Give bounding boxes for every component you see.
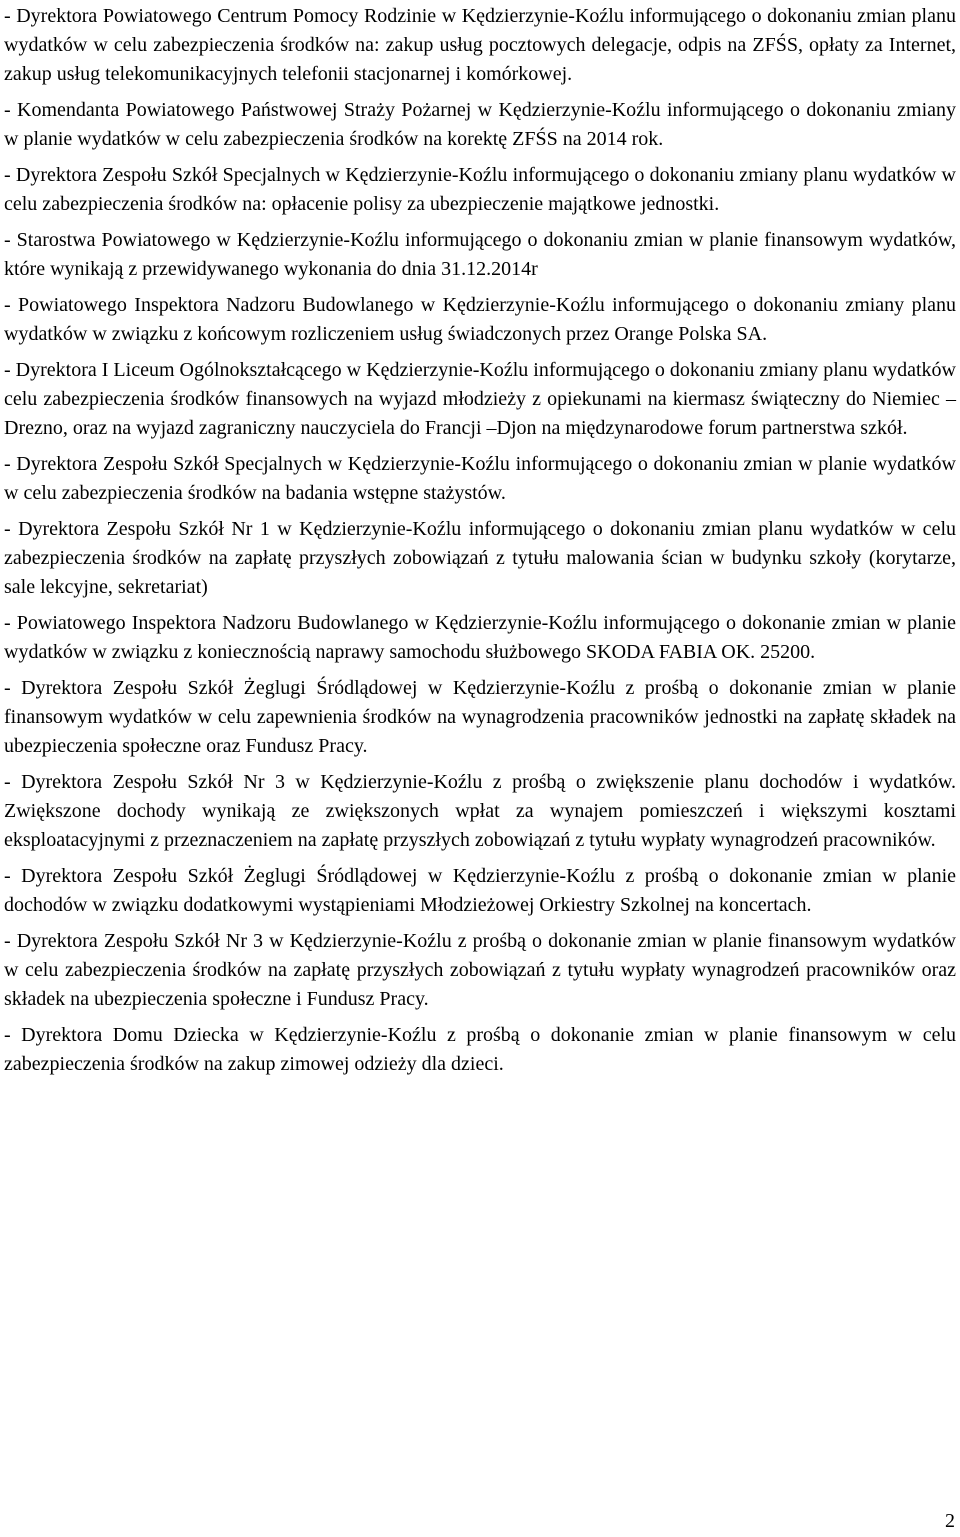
paragraph-zss-badania: - Dyrektora Zespołu Szkół Specjalnych w Kędzierzynie-Koźlu informującego o dokonaniu zmian w planie wydatków w celu zabezpieczenia środków na badania wstępne stażystów.: [4, 453, 956, 504]
paragraph-zszs-wynagrodzenia: - Dyrektora Zespołu Szkół Żeglugi Śródlądowej w Kędzierzynie-Koźlu z prośbą o dokonanie zmian w planie finansowym wydatków w celu zapewnienia środków na wynagrodzenia pracowników jednostki na zapłatę składek na ubezpieczenia społeczne oraz Fundusz Pracy.: [4, 677, 956, 757]
page-number: 2: [945, 1510, 955, 1532]
document-body: [4, 0, 956, 1086]
paragraph-starostwo: - Starostwa Powiatowego w Kędzierzynie-Koźlu informującego o dokonaniu zmian w planie finansowym wydatków, które wynikają z przewidywanego wykonania do dnia 31.12.2014r: [4, 229, 956, 280]
paragraph-zs-nr3-dochody: - Dyrektora Zespołu Szkół Nr 3 w Kędzierzynie-Koźlu z prośbą o zwiększenie planu dochodów i wydatków. Zwiększone dochody wynikają ze zwiększonych wpłat za wynajem pomieszczeń i większymi kosztami eksploatacyjnymi z przeznaczeniem na zapłatę przyszłych zobowiązań z tytułu wypłaty wynagrodzeń pracowników.: [4, 771, 956, 851]
paragraph-pinb-orange: - Powiatowego Inspektora Nadzoru Budowlanego w Kędzierzynie-Koźlu informującego o dokonaniu zmiany planu wydatków w związku z końcowym rozliczeniem usług świadczonych przez Orange Polska SA.: [4, 294, 956, 345]
paragraph-pinb-skoda: - Powiatowego Inspektora Nadzoru Budowlanego w Kędzierzynie-Koźlu informującego o dokonanie zmian w planie wydatków w związku z koniecznością naprawy samochodu służbowego SKODA FABIA OK. 25200.: [4, 612, 956, 663]
paragraph-zs-nr3-wynagrodzenia: - Dyrektora Zespołu Szkół Nr 3 w Kędzierzynie-Koźlu z prośbą o dokonanie zmian w planie finansowym wydatków w celu zabezpieczenia środków na zapłatę przyszłych zobowiązań z tytułu wypłaty wynagrodzeń pracowników oraz składek na ubezpieczenia społeczne i Fundusz Pracy.: [4, 930, 956, 1010]
paragraph-dom-dziecka: - Dyrektora Domu Dziecka w Kędzierzynie-Koźlu z prośbą o dokonanie zmian w planie finansowym w celu zabezpieczenia środków na zakup zimowej odzieży dla dzieci.: [4, 1024, 956, 1075]
paragraph-zss-polisa: - Dyrektora Zespołu Szkół Specjalnych w Kędzierzynie-Koźlu informującego o dokonaniu zmiany planu wydatków w celu zabezpieczenia środków na: opłacenie polisy za ubezpieczenie majątkowe jednostki.: [4, 163, 956, 215]
paragraph-pcpr: - Dyrektora Powiatowego Centrum Pomocy Rodzinie w Kędzierzynie-Koźlu informującego o dokonaniu zmian planu wydatków w celu zabezpieczenia środków na: zakup usług pocztowych delegacje, odpis na ZFŚS, opłaty za Internet, zakup usług telekomunikacyjnych telefonii stacjonarnej i komórkowej.: [4, 5, 956, 85]
paragraph-i-lo: - Dyrektora I Liceum Ogólnokształcącego w Kędzierzynie-Koźlu informującego o dokonaniu zmiany planu wydatków celu zabezpieczenia środków finansowych na wyjazd młodzieży z opiekunami na kiermasz świąteczny do Niemiec –Drezno, oraz na wyjazd zagraniczny nauczyciela do Francji –Djon na międzynarodowe forum partnerstwa szkół.: [4, 359, 956, 439]
paragraph-psp: - Komendanta Powiatowego Państwowej Straży Pożarnej w Kędzierzynie-Koźlu informującego o dokonaniu zmiany w planie wydatków w celu zabezpieczenia środków na korektę ZFŚS na 2014 rok.: [4, 98, 956, 150]
paragraph-zszs-orkiestra: - Dyrektora Zespołu Szkół Żeglugi Śródlądowej w Kędzierzynie-Koźlu z prośbą o dokonanie zmian w planie dochodów w związku dodatkowymi wystąpieniami Młodzieżowej Orkiestry Szkolnej na koncertach.: [4, 865, 956, 916]
paragraph-zs-nr1: - Dyrektora Zespołu Szkół Nr 1 w Kędzierzynie-Koźlu informującego o dokonaniu zmian planu wydatków w celu zabezpieczenia środków na zapłatę przyszłych zobowiązań z tytułu malowania ścian w budynku szkoły (korytarze, sale lekcyjne, sekretariat): [4, 518, 956, 598]
